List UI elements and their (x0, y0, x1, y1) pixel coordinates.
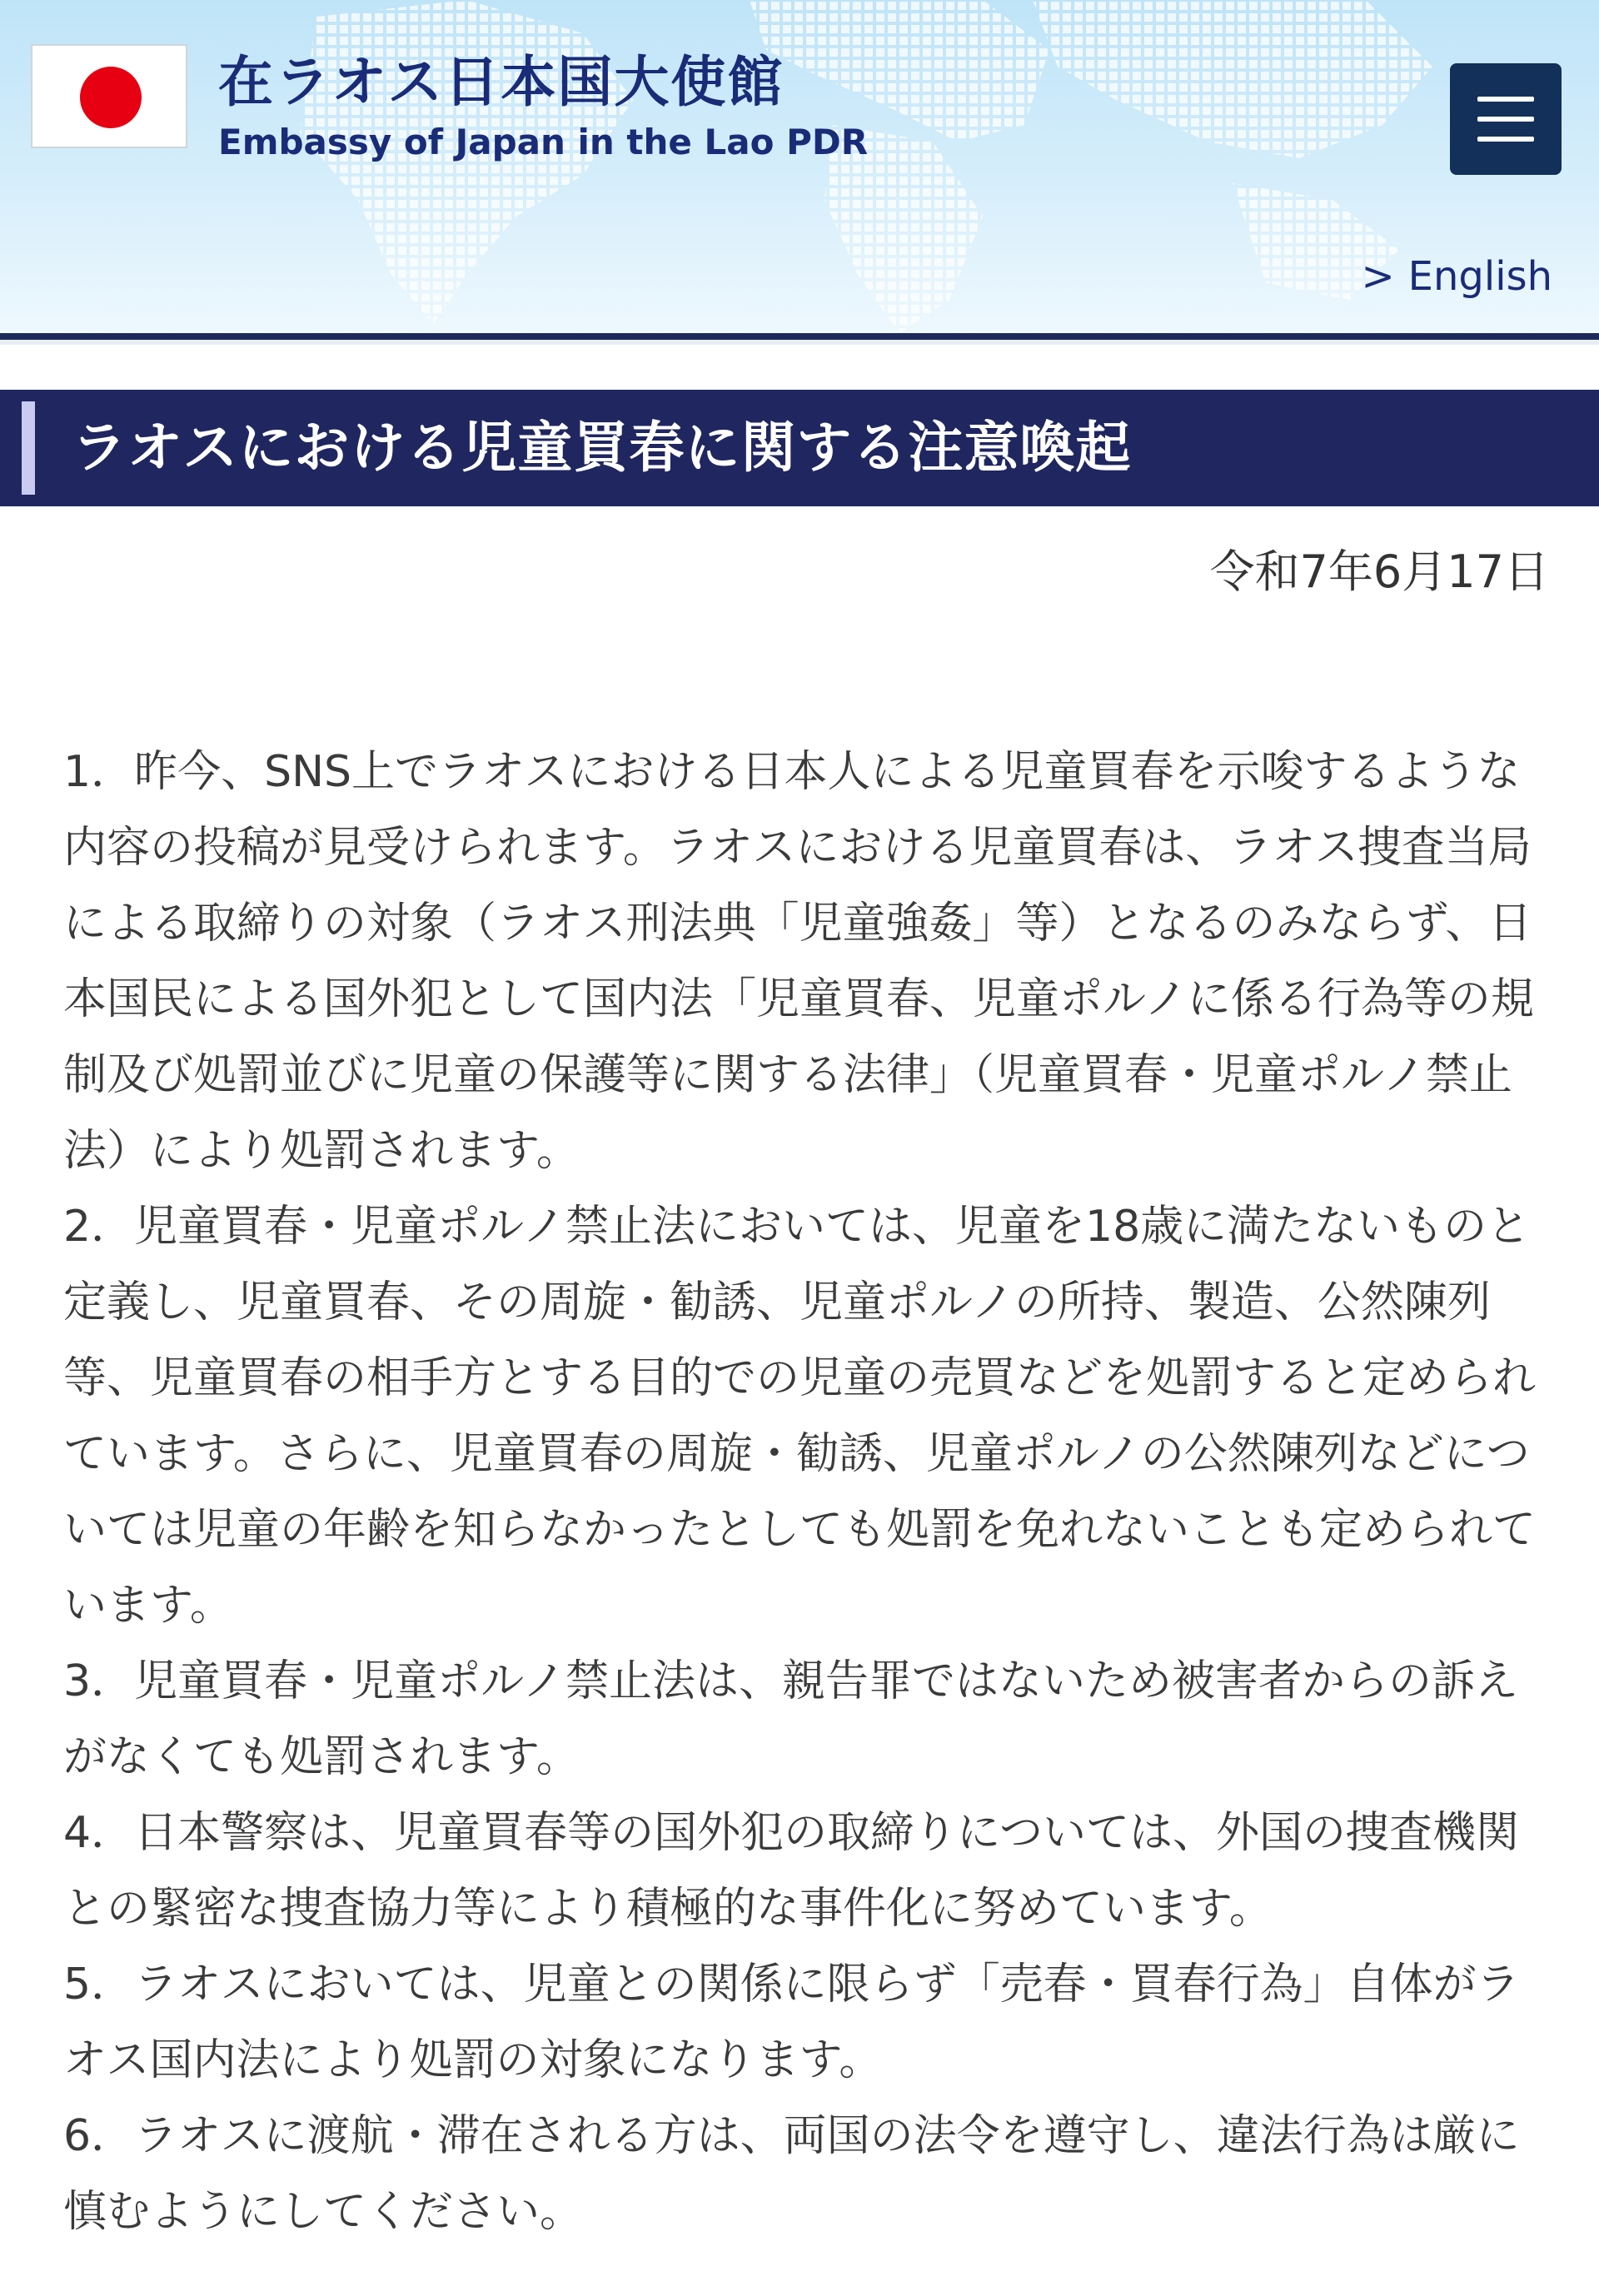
article-paragraph-5: 5．ラオスにおいては、児童との関係に限らず「売春・買春行為」自体がラオス国内法により処罰の対象になります。 (63, 1960, 1520, 2085)
menu-line-icon (1477, 97, 1534, 102)
menu-line-icon (1477, 117, 1534, 122)
article-paragraph-6: 6．ラオスに渡航・滞在される方は、両国の法令を遵守し、違法行為は厳に慎むようにしてください。 (63, 2111, 1520, 2237)
article-paragraph-2: 2．児童買春・児童ポルノ禁止法においては、児童を18歳に満たないものと定義し、児童買春、その周旋・勧誘、児童ポルノの所持、製造、公然陳列等、児童買春の相手方とする目的での児童の売買などを処罰すると定められています。さらに、児童買春の周旋・勧誘、児童ポルノの公然陳列などについては児童の年齢を知らなかったとしても処罰を免れないことも定められています。 (63, 1202, 1537, 1631)
header-divider (0, 333, 1599, 340)
article-paragraph-1: 1．昨今、SNS上でラオスにおける日本人による児童買春を示唆するような内容の投稿が見受けられます。ラオスにおける児童買春は、ラオス捜査当局による取締りの対象（ラオス刑法典「児童強姦」等）となるのみならず、日本国民による国外犯として国内法「児童買春、児童ポルノに係る行為等の規制及び処罰並びに児童の保護等に関する法律」（児童買春・児童ポルノ禁止法）により処罰されます。 (63, 747, 1534, 1176)
flag-red-disc (80, 67, 142, 128)
site-title-jp[interactable]: 在ラオス日本国大使館 (218, 50, 785, 114)
page-title-band (0, 390, 1599, 506)
english-language-link[interactable] (1361, 253, 1552, 300)
hamburger-menu-button[interactable] (1450, 63, 1562, 175)
title-accent-bar (22, 401, 35, 495)
site-title-en[interactable]: Embassy of Japan in the Lao PDR (218, 122, 869, 162)
menu-line-icon (1477, 137, 1534, 142)
japan-flag-icon (31, 44, 187, 148)
site-header (0, 0, 1599, 333)
article-paragraph-3: 3．児童買春・児童ポルノ禁止法は、親告罪ではないため被害者からの訴えがなくても処罰されます。 (63, 1656, 1519, 1782)
header-divider-light (0, 340, 1599, 345)
english-link-label: English (1407, 253, 1552, 300)
publish-date: 令和7年6月17日 (1209, 545, 1549, 598)
page-title: ラオスにおける児童買春に関する注意喚起 (72, 416, 1132, 480)
chevron-right-icon: > (1361, 253, 1395, 300)
article-paragraph-4: 4．日本警察は、児童買春等の国外犯の取締りについては、外国の捜査機関との緊密な捜査協力等により積極的な事件化に努めています。 (63, 1808, 1520, 1934)
article-body (63, 735, 1546, 2250)
